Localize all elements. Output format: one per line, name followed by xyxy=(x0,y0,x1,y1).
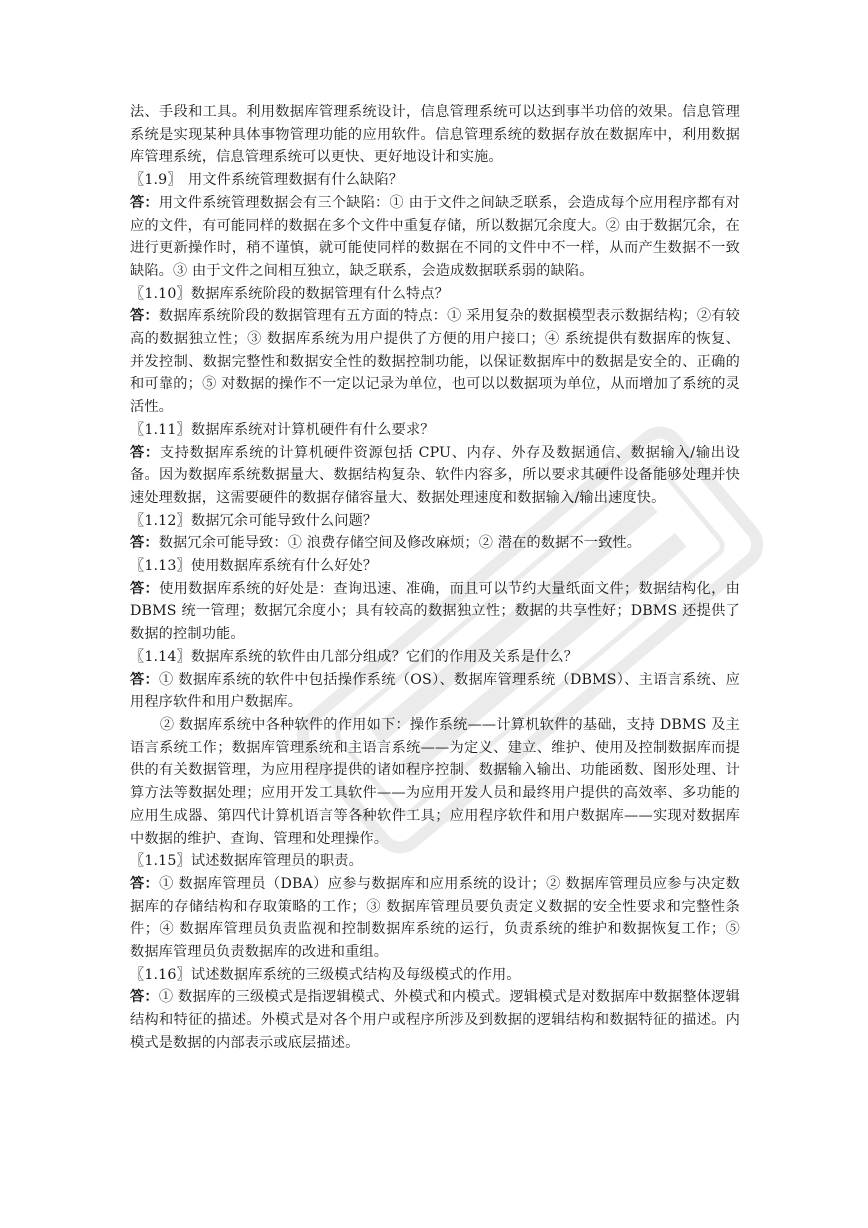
answer-1-16: 答：① 数据库的三级模式是指逻辑模式、外模式和内模式。逻辑模式是对数据库中数据整体逻辑结构和特征的描述。外模式是对各个用户或程序所涉及到数据的逻辑结构和数据特征的描述。内模式是数据的内部表示或底层描述。 xyxy=(130,989,740,1051)
question-1-11: 〖1.11〗数据库系统对计算机硬件有什么要求？ xyxy=(130,421,435,438)
answer-1-9: 答：用文件系统管理数据会有三个缺陷：① 由于文件之间缺乏联系，会造成每个应用程序都有对应的文件，有可能同样的数据在多个文件中重复存储，所以数据冗余度大。② 由于数据冗余，在进行更新操作时，稍不谨慎，就可能使同样的数据在不同的文件中不一样，从而产生数据不一致缺陷。③ 由于文件之间相互独立，缺乏联系，会造成数据联系弱的缺陷。 xyxy=(130,194,740,279)
question-1-14: 〖1.14〗数据库系统的软件由几部分组成？它们的作用及关系是什么？ xyxy=(130,648,578,665)
question-1-10: 〖1.10〗数据库系统阶段的数据管理有什么特点？ xyxy=(130,285,449,302)
answer-1-15: 答：① 数据库管理员（DBA）应参与数据库和应用系统的设计；② 数据库管理员应参与决定数据库的存储结构和存取策略的工作；③ 数据库管理员要负责定义数据的安全性要求和完整性条件；④ 数据库管理员负责监视和控制数据库系统的运行，负责系统的维护和数据恢复工作；⑤ 数据库管理员负责数据库的改进和重组。 xyxy=(130,875,740,961)
question-1-15: 〖1.15〗试述数据库管理员的职责。 xyxy=(130,853,363,870)
answer-1-10: 答：数据库系统阶段的数据管理有五方面的特点：① 采用复杂的数据模型表示数据结构；②有较高的数据独立性；③ 数据库系统为用户提供了方便的用户接口；④ 系统提供有数据库的恢复、并发控制、数据完整性和数据安全性的数据控制功能，以保证数据库中的数据是安全的、正确的和可靠的；⑤ 对数据的操作不一定以记录为单位，也可以以数据项为单位，从而增加了系统的灵活性。 xyxy=(130,308,740,416)
answer-1-11: 答：支持数据库系统的计算机硬件资源包括 CPU、内存、外存及数据通信、数据输入/输出设备。因为数据库系统数据量大、数据结构复杂、软件内容多，所以要求其硬件设备能够处理并快速处理数据，这需要硬件的数据存储容量大、数据处理速度和数据输入/输出速度快。 xyxy=(130,444,740,506)
question-1-9: 〖1.9〗 用文件系统管理数据有什么缺陷？ xyxy=(130,172,404,189)
answer-1-13: 答：使用数据库系统的好处是：查询迅速、准确，而且可以节约大量纸面文件；数据结构化，由 DBMS 统一管理；数据冗余度小；具有较高的数据独立性；数据的共享性好；DBMS 还提供了数据的控制功能。 xyxy=(130,580,740,643)
document-page xyxy=(130,101,740,1055)
paragraph-intro: 法、手段和工具。利用数据库管理系统设计，信息管理系统可以达到事半功倍的效果。信息管理系统是实现某种具体事物管理功能的应用软件。信息管理系统的数据存放在数据库中，利用数据库管理系统，信息管理系统可以更快、更好地设计和实施。 xyxy=(130,104,740,166)
answer-1-14-part-2: ② 数据库系统中各种软件的作用如下：操作系统——计算机软件的基础，支持 DBMS 及主语言系统工作；数据库管理系统和主语言系统——为定义、建立、维护、使用及控制数据库而提供的有关数据管理，为应用程序提供的诸如程序控制、数据输入输出、功能函数、图形处理、计算方法等数据处理；应用开发工具软件——为应用开发人员和最终用户提供的高效率、多功能的应用生成器、第四代计算机语言等各种软件工具；应用程序软件和用户数据库——实现对数据库中数据的维护、查询、管理和处理操作。 xyxy=(130,716,740,847)
answer-1-14: 答：① 数据库系统的软件中包括操作系统（OS）、数据库管理系统（DBMS）、主语言系统、应用程序软件和用户数据库。 xyxy=(130,671,740,711)
question-1-16: 〖1.16〗试述数据库系统的三级模式结构及每级模式的作用。 xyxy=(130,966,521,983)
answer-1-12: 答：数据冗余可能导致：① 浪费存储空间及修改麻烦；② 潜在的数据不一致性。 xyxy=(130,535,642,552)
question-1-12: 〖1.12〗数据冗余可能导致什么问题？ xyxy=(130,512,378,529)
question-1-13: 〖1.13〗使用数据库系统有什么好处？ xyxy=(130,558,378,575)
